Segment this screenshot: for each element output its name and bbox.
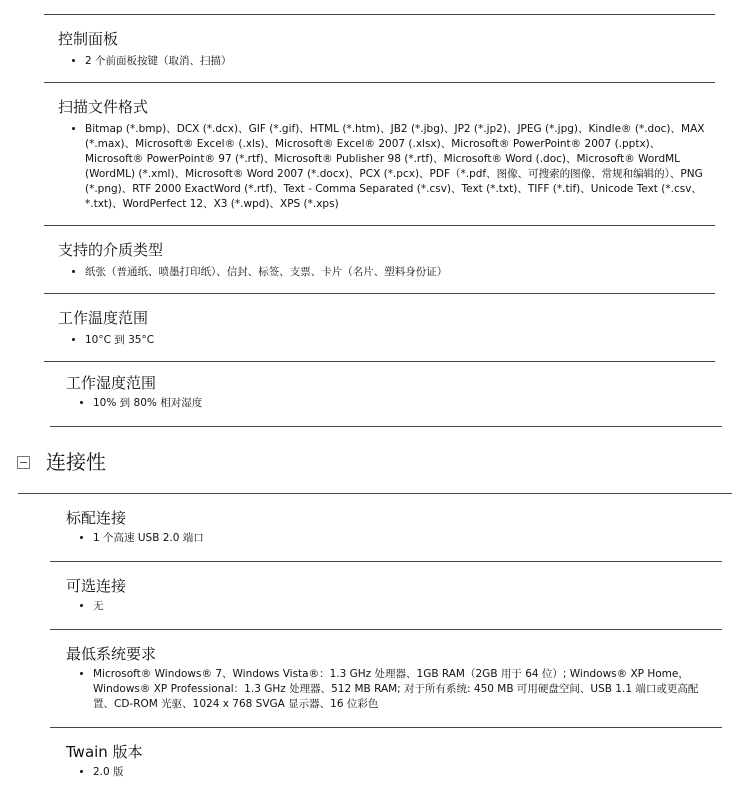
spec-title: 可选连接 xyxy=(66,577,127,595)
spec-scan-file-formats xyxy=(58,98,718,212)
spec-min-system-requirements xyxy=(66,645,718,712)
divider xyxy=(44,293,715,294)
spec-operating-humidity xyxy=(66,374,718,411)
category-header-connectivity xyxy=(17,450,106,474)
divider xyxy=(44,82,715,83)
spec-operating-temperature xyxy=(58,309,718,348)
divider xyxy=(44,361,715,362)
spec-title: 最低系统要求 xyxy=(66,645,157,663)
spec-item: • 纸张（普通纸、喷墨打印纸）、信封、标签、支票、卡片（名片、塑料身份证） xyxy=(85,265,718,280)
divider xyxy=(44,14,715,15)
category-divider xyxy=(18,493,732,494)
spec-item: • 1 个高速 USB 2.0 端口 xyxy=(93,531,718,546)
category-title: 连接性 xyxy=(46,450,106,474)
spec-media-types xyxy=(58,241,718,280)
collapse-icon[interactable] xyxy=(17,456,30,469)
divider xyxy=(50,426,722,427)
divider xyxy=(44,225,715,226)
spec-item: • 10% 到 80% 相对湿度 xyxy=(93,396,718,411)
spec-title: 工作温度范围 xyxy=(58,309,149,327)
spec-title: 工作湿度范围 xyxy=(66,374,157,392)
spec-item: • 10°C 到 35°C xyxy=(85,333,718,348)
spec-title: 支持的介质类型 xyxy=(58,241,164,259)
spec-title: 扫描文件格式 xyxy=(58,98,149,116)
spec-item: • Bitmap (*.bmp)、DCX (*.dcx)、GIF (*.gif)、HTML (*.htm)、JB2 (*.jbg)、JP2 (*.jp2)、JPEG (*.jpg)、Kindle® (*.doc)、MAX (*.max)、Microsoft® Excel® (.xls)、Microsoft® Excel® 2007 (.xlsx)、Microsoft® PowerPoint® 2007 (.pptx)、Microsoft® PowerPoint® 97 (*.rtf)、Microsoft® Publisher 98 (*.rtf)、Microsoft® Word (.doc)、Microsoft® WordML (WordML) (*.xml)、Microsoft® Word 2007 (*.docx)、PCX (*.pcx)、PDF（*.pdf、图像、可搜索的图像、常规和编辑的）、PNG (*.png)、RTF 2000 ExactWord (*.rtf)、Text - Comma Separated (*.csv)、Text (*.txt)、TIFF (*.tif)、Unicode Text (*.csv、*.txt)、WordPerfect 12、X3 (*.wpd)、XPS (*.xps) xyxy=(85,122,718,212)
spec-item: • 无 xyxy=(93,599,718,614)
spec-item: • 2 个前面板按键（取消、扫描） xyxy=(85,54,718,69)
divider xyxy=(50,561,722,562)
spec-item: • 2.0 版 xyxy=(93,765,718,780)
spec-control-panel xyxy=(58,30,718,69)
divider xyxy=(50,727,722,728)
spec-title: 控制面板 xyxy=(58,30,119,48)
spec-optional-connectivity xyxy=(66,577,718,614)
spec-item: • Microsoft® Windows® 7、Windows Vista®：1.3 GHz 处理器、1GB RAM（2GB 用于 64 位）; Windows® XP Home，Windows® XP Professional：1.3 GHz 处理器、512 MB RAM; 对于所有系统: 450 MB 可用硬盘空间、USB 1.1 端口或更高配置、CD-ROM 光驱、1024 x 768 SVGA 显示器、16 位彩色 xyxy=(93,667,718,712)
divider xyxy=(50,629,722,630)
spec-twain-version xyxy=(66,743,718,780)
spec-title: Twain 版本 xyxy=(66,743,143,761)
spec-standard-connectivity xyxy=(66,509,718,546)
spec-title: 标配连接 xyxy=(66,509,127,527)
